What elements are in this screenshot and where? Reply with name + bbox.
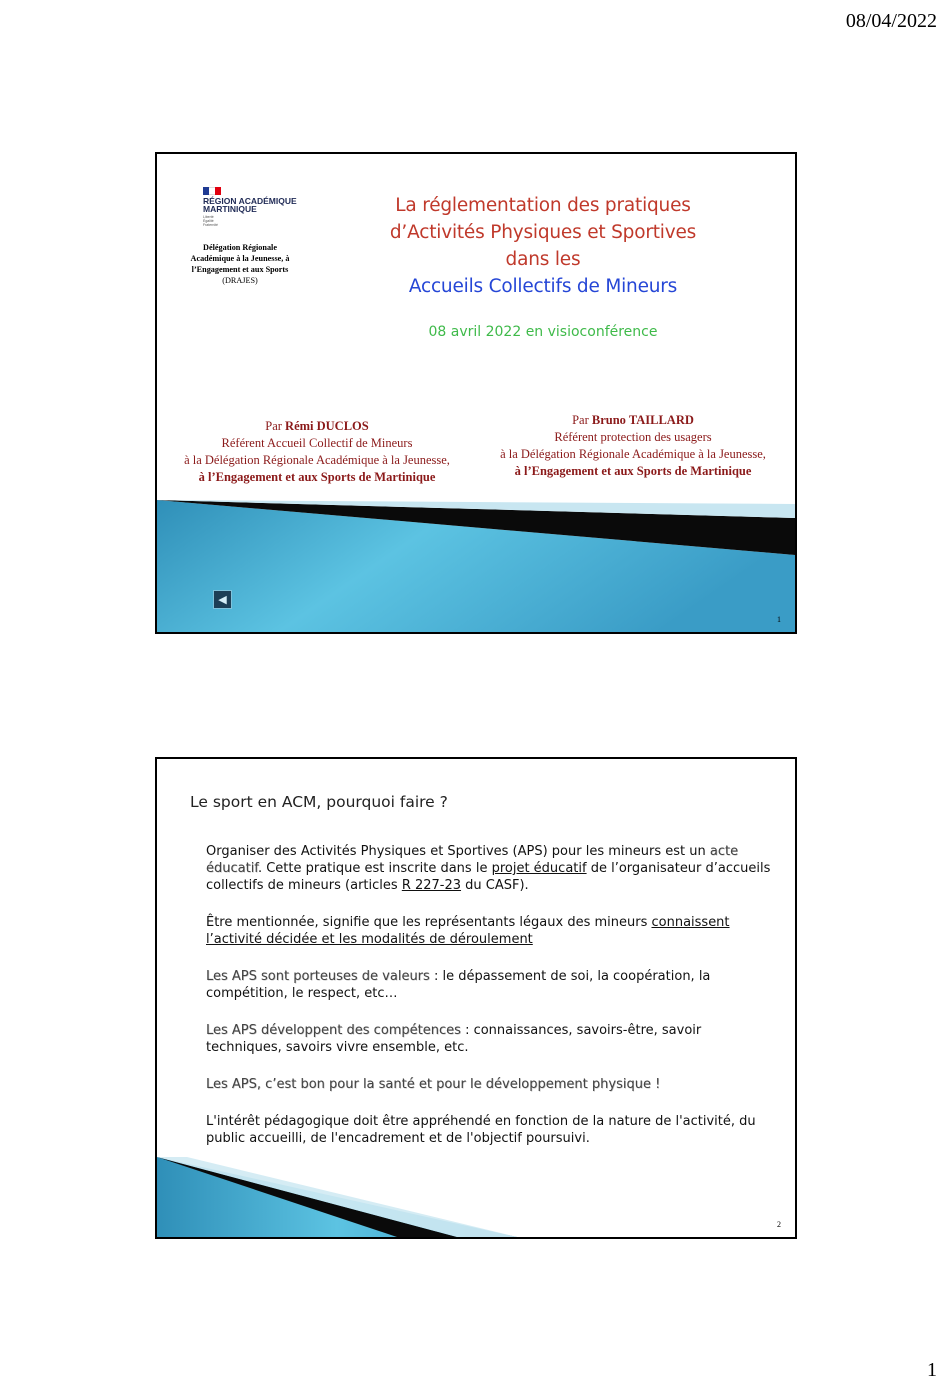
presenter-2-name: Bruno TAILLARD bbox=[591, 413, 694, 427]
paragraph-1: Organiser des Activités Physiques et Sportives (APS) pour les mineurs est un acte éducatif. Cette pratique est inscrite dans le projet éducatif de l’organisateur d’accueils collectifs de mineurs (articles R 227-23 du CASF). bbox=[206, 844, 771, 893]
first-slide-icon[interactable]: ◀ bbox=[213, 590, 232, 609]
decorative-swoosh bbox=[157, 500, 795, 632]
paragraph-2-underlined: connaissent l’activité décidée et les modalités de déroulement bbox=[206, 915, 730, 947]
paragraph-2: Être mentionnée, signifie que les représentants légaux des mineurs connaissent l’activité décidée et les modalités de déroulement bbox=[206, 915, 730, 947]
paragraph-4-highlight: Les APS développent des compétences bbox=[206, 1023, 461, 1038]
paragraph-3-highlight: Les APS sont porteuses de valeurs bbox=[206, 969, 430, 984]
slide-2 bbox=[155, 757, 797, 1239]
decorative-swoosh-2 bbox=[157, 1157, 795, 1237]
projet-educatif-link: projet éducatif bbox=[491, 861, 587, 876]
presenter-1-org-1: à la Délégation Régionale Académique à la Jeunesse, bbox=[184, 453, 450, 467]
slide-title bbox=[357, 192, 729, 300]
logo-motto: Liberté Égalité Fraternité bbox=[203, 215, 218, 227]
presenter-2-line: Par Bruno TAILLARD bbox=[572, 413, 694, 427]
page-date: 08/04/2022 bbox=[845, 10, 937, 32]
delegation-acronym: (DRAJES) bbox=[222, 276, 258, 285]
paragraph-3: Les APS sont porteuses de valeurs : le dépassement de soi, la coopération, la compétition, le respect, etc… bbox=[206, 969, 711, 1001]
paragraph-5-highlight: Les APS, c’est bon pour la santé et pour le développement physique ! bbox=[206, 1077, 661, 1092]
delegation-label bbox=[165, 242, 315, 286]
marianne-flag-icon bbox=[203, 187, 221, 195]
slide-2-title: Le sport en ACM, pourquoi faire ? bbox=[190, 793, 448, 811]
presenter-2-org-1: à la Délégation Régionale Académique à la Jeunesse, bbox=[500, 447, 766, 461]
slide-1 bbox=[155, 152, 797, 634]
slide-number: 1 bbox=[777, 615, 781, 624]
page-number: 1 bbox=[927, 1359, 937, 1381]
title-line-1: La réglementation des pratiques bbox=[395, 195, 691, 216]
presenter-2-role: Référent protection des usagers bbox=[554, 430, 712, 444]
slide-number: 2 bbox=[777, 1220, 781, 1229]
presenter-1-line: Par Rémi DUCLOS bbox=[265, 419, 369, 433]
presenter-1-name: Rémi DUCLOS bbox=[285, 419, 369, 433]
presenter-1-org-2: à l’Engagement et aux Sports de Martinique bbox=[198, 470, 436, 484]
presenter-2-org-2: à l’Engagement et aux Sports de Martinique bbox=[514, 464, 752, 478]
title-line-3: dans les bbox=[505, 249, 581, 270]
presenter-1-role: Référent Accueil Collectif de Mineurs bbox=[221, 436, 413, 450]
presenter-2 bbox=[479, 412, 787, 480]
slide-subtitle: 08 avril 2022 en visioconférence bbox=[428, 324, 658, 340]
paragraph-4: Les APS développent des compétences : connaissances, savoirs-être, savoir techniques, savoirs vivre ensemble, etc. bbox=[206, 1023, 702, 1055]
title-line-4: Accueils Collectifs de Mineurs bbox=[408, 276, 678, 297]
title-line-2: d’Activités Physiques et Sportives bbox=[389, 222, 697, 243]
paragraph-6: L'intérêt pédagogique doit être appréhendé en fonction de la nature de l'activité, du public accueilli, de l'encadrement et de l'objectif poursuivi. bbox=[206, 1114, 756, 1146]
presenter-1 bbox=[163, 418, 471, 486]
article-ref: R 227-23 bbox=[401, 878, 462, 893]
logo-text: RÉGION ACADÉMIQUE MARTINIQUE bbox=[203, 196, 297, 214]
acte-educatif-highlight: acte éducatif bbox=[206, 844, 739, 876]
paragraph-5 bbox=[206, 1076, 771, 1093]
region-academique-logo bbox=[203, 187, 303, 227]
slide-2-body bbox=[206, 843, 771, 1167]
delegation-name: Délégation Régionale Académique à la Jeunesse, à l’Engagement et aux Sports bbox=[190, 243, 290, 274]
